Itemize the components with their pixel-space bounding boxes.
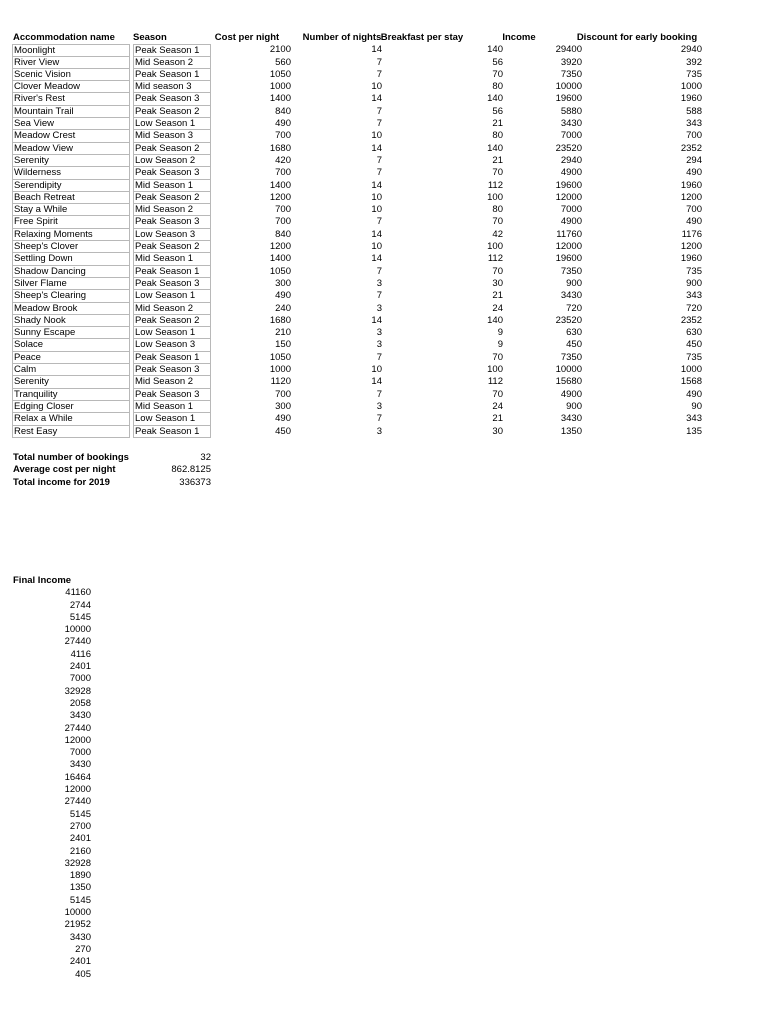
cell-income[interactable]: 11760	[556, 228, 582, 240]
cell-number-of-nights[interactable]: 7	[376, 351, 382, 363]
cell-season[interactable]: Peak Season 2	[133, 106, 211, 118]
cell-income[interactable]: 19600	[555, 93, 582, 105]
final-income-cell[interactable]: 2401	[69, 661, 91, 673]
cell-number-of-nights[interactable]: 3	[376, 302, 382, 314]
cell-accommodation-name[interactable]: Silver Flame	[12, 278, 130, 290]
cell-cost-per-night[interactable]: 1120	[270, 376, 291, 388]
cell-discount[interactable]: 588	[686, 105, 702, 117]
final-income-cell[interactable]: 5145	[69, 894, 91, 906]
cell-income[interactable]: 23520	[555, 142, 582, 154]
cell-breakfast-per-stay[interactable]: 24	[492, 302, 503, 314]
cell-discount[interactable]: 700	[686, 130, 702, 142]
cell-cost-per-night[interactable]: 150	[275, 339, 291, 351]
final-income-column	[13, 575, 91, 981]
cell-number-of-nights[interactable]: 7	[376, 68, 382, 80]
cell-accommodation-name[interactable]: River's Rest	[12, 93, 130, 105]
cell-income[interactable]: 29400	[555, 44, 582, 56]
cell-number-of-nights[interactable]: 14	[371, 376, 382, 388]
cell-discount[interactable]: 1568	[680, 376, 702, 388]
final-income-cell[interactable]: 3430	[69, 759, 91, 771]
cell-breakfast-per-stay[interactable]: 140	[487, 93, 503, 105]
cell-breakfast-per-stay[interactable]: 21	[492, 118, 503, 130]
cell-accommodation-name[interactable]: Settling Down	[12, 253, 130, 265]
cell-number-of-nights[interactable]: 7	[376, 154, 382, 166]
cell-discount[interactable]: 450	[686, 339, 702, 351]
header-cost-per-night[interactable]: Cost per night	[214, 32, 280, 43]
final-income-cell[interactable]: 27440	[64, 636, 91, 648]
cell-cost-per-night[interactable]: 300	[275, 400, 291, 412]
final-income-cell[interactable]: 2744	[69, 599, 91, 611]
cell-number-of-nights[interactable]: 10	[371, 81, 382, 93]
cell-discount[interactable]: 735	[686, 351, 702, 363]
cell-income[interactable]: 7350	[560, 68, 582, 80]
cell-breakfast-per-stay[interactable]: 112	[487, 179, 503, 191]
cell-income[interactable]: 900	[566, 400, 582, 412]
cell-discount[interactable]: 294	[686, 154, 702, 166]
cell-breakfast-per-stay[interactable]: 100	[487, 364, 503, 376]
cell-breakfast-per-stay[interactable]: 42	[492, 228, 503, 240]
cell-discount[interactable]: 2940	[680, 44, 702, 56]
cell-accommodation-name[interactable]: Meadow Crest	[12, 130, 130, 142]
cell-breakfast-per-stay[interactable]: 80	[492, 204, 503, 216]
cell-cost-per-night[interactable]: 1000	[269, 81, 291, 93]
cell-cost-per-night[interactable]: 1000	[269, 364, 291, 376]
cell-season[interactable]: Mid season 3	[133, 81, 211, 93]
cell-season[interactable]: Peak Season 2	[133, 241, 211, 253]
cell-number-of-nights[interactable]: 7	[376, 216, 382, 228]
final-income-cell[interactable]: 32928	[64, 685, 91, 697]
cell-income[interactable]: 23520	[555, 314, 582, 326]
cell-discount[interactable]: 343	[686, 413, 702, 425]
final-income-cell[interactable]: 7000	[69, 747, 91, 759]
cell-breakfast-per-stay[interactable]: 70	[492, 265, 503, 277]
cell-accommodation-name[interactable]: Scenic Vision	[12, 69, 130, 81]
cell-breakfast-per-stay[interactable]: 56	[492, 56, 503, 68]
final-income-cell[interactable]: 3430	[69, 931, 91, 943]
cell-breakfast-per-stay[interactable]: 21	[492, 413, 503, 425]
cell-income[interactable]: 7000	[560, 204, 582, 216]
cell-season[interactable]: Mid Season 3	[133, 130, 211, 142]
cell-income[interactable]: 7000	[560, 130, 582, 142]
final-income-cell[interactable]: 10000	[64, 907, 91, 919]
cell-breakfast-per-stay[interactable]: 30	[492, 425, 503, 437]
header-number-of-nights[interactable]: Number of nights	[302, 32, 382, 43]
cell-accommodation-name[interactable]: Clover Meadow	[12, 81, 130, 93]
cell-cost-per-night[interactable]: 1050	[269, 265, 291, 277]
final-income-cell[interactable]: 2401	[69, 833, 91, 845]
cell-season[interactable]: Mid Season 1	[133, 401, 211, 413]
cell-season[interactable]: Mid Season 2	[133, 57, 211, 69]
cell-discount[interactable]: 343	[686, 290, 702, 302]
cell-income[interactable]: 10000	[555, 364, 582, 376]
cell-discount[interactable]: 2352	[680, 142, 702, 154]
cell-accommodation-name[interactable]: Sheep's Clover	[12, 241, 130, 253]
cell-cost-per-night[interactable]: 700	[275, 216, 291, 228]
cell-accommodation-name[interactable]: Sunny Escape	[12, 327, 130, 339]
cell-accommodation-name[interactable]: Rest Easy	[12, 426, 130, 438]
cell-discount[interactable]: 1000	[680, 81, 702, 93]
cell-accommodation-name[interactable]: Peace	[12, 352, 130, 364]
cell-discount[interactable]: 1960	[680, 93, 702, 105]
cell-season[interactable]: Peak Season 2	[133, 143, 211, 155]
header-discount-early-booking[interactable]: Discount for early booking	[576, 32, 698, 43]
cell-cost-per-night[interactable]: 700	[275, 204, 291, 216]
final-income-cell[interactable]: 3430	[69, 710, 91, 722]
final-income-cell[interactable]: 21952	[64, 919, 91, 931]
cell-season[interactable]: Mid Season 2	[133, 204, 211, 216]
cell-number-of-nights[interactable]: 14	[371, 253, 382, 265]
cell-cost-per-night[interactable]: 700	[275, 167, 291, 179]
cell-discount[interactable]: 1960	[680, 253, 702, 265]
cell-income[interactable]: 7350	[560, 265, 582, 277]
cell-income[interactable]: 450	[566, 339, 582, 351]
cell-income[interactable]: 3430	[560, 118, 582, 130]
cell-accommodation-name[interactable]: Meadow View	[12, 143, 130, 155]
cell-cost-per-night[interactable]: 840	[275, 228, 291, 240]
cell-number-of-nights[interactable]: 10	[371, 130, 382, 142]
cell-cost-per-night[interactable]: 1200	[269, 241, 291, 253]
cell-cost-per-night[interactable]: 1680	[269, 142, 291, 154]
cell-cost-per-night[interactable]: 840	[275, 105, 291, 117]
cell-number-of-nights[interactable]: 7	[376, 265, 382, 277]
cell-discount[interactable]: 2352	[680, 314, 702, 326]
final-income-cell[interactable]: 12000	[64, 734, 91, 746]
cell-accommodation-name[interactable]: Relax a While	[12, 413, 130, 425]
cell-breakfast-per-stay[interactable]: 70	[492, 388, 503, 400]
summary-value[interactable]: 336373	[179, 476, 211, 488]
cell-number-of-nights[interactable]: 14	[371, 314, 382, 326]
cell-income[interactable]: 720	[566, 302, 582, 314]
summary-label[interactable]: Total number of bookings	[13, 452, 129, 463]
cell-season[interactable]: Low Season 1	[133, 290, 211, 302]
cell-cost-per-night[interactable]: 1680	[269, 314, 291, 326]
final-income-cell[interactable]: 27440	[64, 796, 91, 808]
cell-season[interactable]: Mid Season 2	[133, 303, 211, 315]
cell-discount[interactable]: 1960	[680, 179, 702, 191]
cell-income[interactable]: 2940	[560, 154, 582, 166]
cell-income[interactable]: 4900	[560, 216, 582, 228]
final-income-cell[interactable]: 5145	[69, 611, 91, 623]
cell-cost-per-night[interactable]: 1050	[269, 351, 291, 363]
cell-breakfast-per-stay[interactable]: 21	[492, 154, 503, 166]
cell-cost-per-night[interactable]: 1400	[269, 93, 291, 105]
final-income-cell[interactable]: 405	[75, 968, 91, 980]
cell-cost-per-night[interactable]: 1050	[269, 68, 291, 80]
cell-cost-per-night[interactable]: 420	[275, 154, 291, 166]
cell-income[interactable]: 10000	[555, 81, 582, 93]
cell-breakfast-per-stay[interactable]: 100	[487, 191, 503, 203]
cell-cost-per-night[interactable]: 490	[275, 413, 291, 425]
cell-season[interactable]: Peak Season 2	[133, 315, 211, 327]
final-income-cell[interactable]: 2160	[69, 845, 91, 857]
cell-season[interactable]: Peak Season 3	[133, 364, 211, 376]
cell-discount[interactable]: 490	[686, 167, 702, 179]
cell-season[interactable]: Mid Season 1	[133, 253, 211, 265]
cell-number-of-nights[interactable]: 7	[376, 105, 382, 117]
cell-breakfast-per-stay[interactable]: 21	[492, 290, 503, 302]
cell-accommodation-name[interactable]: Mountain Trail	[12, 106, 130, 118]
cell-breakfast-per-stay[interactable]: 140	[487, 314, 503, 326]
cell-income[interactable]: 3430	[560, 290, 582, 302]
cell-number-of-nights[interactable]: 7	[376, 388, 382, 400]
final-income-cell[interactable]: 2700	[69, 820, 91, 832]
cell-season[interactable]: Low Season 1	[133, 327, 211, 339]
cell-income[interactable]: 12000	[555, 191, 582, 203]
cell-number-of-nights[interactable]: 3	[376, 327, 382, 339]
cell-discount[interactable]: 490	[686, 388, 702, 400]
cell-number-of-nights[interactable]: 10	[371, 241, 382, 253]
summary-label[interactable]: Average cost per night	[13, 464, 116, 476]
cell-cost-per-night[interactable]: 1400	[269, 179, 291, 191]
cell-accommodation-name[interactable]: Sea View	[12, 118, 130, 130]
header-season[interactable]: Season	[133, 32, 167, 43]
cell-accommodation-name[interactable]: Wilderness	[12, 167, 130, 179]
cell-income[interactable]: 19600	[555, 179, 582, 191]
cell-discount[interactable]: 900	[686, 277, 702, 289]
cell-income[interactable]: 19600	[555, 253, 582, 265]
cell-discount[interactable]: 343	[686, 118, 702, 130]
cell-discount[interactable]: 1000	[680, 364, 702, 376]
cell-number-of-nights[interactable]: 10	[371, 191, 382, 203]
summary-value[interactable]: 32	[200, 452, 211, 463]
cell-accommodation-name[interactable]: Free Spirit	[12, 216, 130, 228]
cell-breakfast-per-stay[interactable]: 56	[492, 105, 503, 117]
final-income-cell[interactable]: 2058	[69, 697, 91, 709]
cell-breakfast-per-stay[interactable]: 30	[492, 277, 503, 289]
cell-income[interactable]: 15680	[555, 376, 582, 388]
cell-cost-per-night[interactable]: 490	[275, 290, 291, 302]
cell-number-of-nights[interactable]: 14	[371, 93, 382, 105]
final-income-cell[interactable]: 270	[75, 943, 91, 955]
summary-label[interactable]: Total income for 2019	[13, 476, 110, 488]
cell-number-of-nights[interactable]: 7	[376, 290, 382, 302]
cell-breakfast-per-stay[interactable]: 70	[492, 351, 503, 363]
cell-number-of-nights[interactable]: 10	[371, 204, 382, 216]
cell-cost-per-night[interactable]: 700	[275, 130, 291, 142]
cell-number-of-nights[interactable]: 7	[376, 167, 382, 179]
final-income-cell[interactable]: 10000	[64, 624, 91, 636]
cell-breakfast-per-stay[interactable]: 24	[492, 400, 503, 412]
cell-discount[interactable]: 490	[686, 216, 702, 228]
cell-season[interactable]: Low Season 1	[133, 413, 211, 425]
cell-accommodation-name[interactable]: Serenity	[12, 376, 130, 388]
header-income[interactable]: Income	[502, 32, 536, 43]
final-income-cell[interactable]: 32928	[64, 857, 91, 869]
final-income-cell[interactable]: 4116	[70, 648, 91, 660]
cell-number-of-nights[interactable]: 7	[376, 413, 382, 425]
cell-season[interactable]: Mid Season 1	[133, 180, 211, 192]
cell-cost-per-night[interactable]: 560	[275, 56, 291, 68]
cell-season[interactable]: Peak Season 1	[133, 69, 211, 81]
cell-cost-per-night[interactable]: 450	[275, 425, 291, 437]
cell-number-of-nights[interactable]: 14	[371, 179, 382, 191]
final-income-cell[interactable]: 1890	[69, 870, 91, 882]
cell-discount[interactable]: 1176	[681, 228, 702, 240]
cell-accommodation-name[interactable]: Shadow Dancing	[12, 266, 130, 278]
cell-income[interactable]: 5880	[560, 105, 582, 117]
cell-income[interactable]: 12000	[555, 241, 582, 253]
cell-season[interactable]: Low Season 3	[133, 229, 211, 241]
cell-number-of-nights[interactable]: 14	[371, 142, 382, 154]
cell-breakfast-per-stay[interactable]: 140	[487, 44, 503, 56]
cell-discount[interactable]: 735	[686, 265, 702, 277]
cell-accommodation-name[interactable]: Calm	[12, 364, 130, 376]
cell-number-of-nights[interactable]: 7	[376, 56, 382, 68]
cell-breakfast-per-stay[interactable]: 9	[497, 327, 503, 339]
cell-discount[interactable]: 720	[686, 302, 702, 314]
cell-accommodation-name[interactable]: Stay a While	[12, 204, 130, 216]
cell-cost-per-night[interactable]: 2100	[269, 44, 291, 56]
header-breakfast-per-stay[interactable]: Breakfast per stay	[380, 32, 464, 43]
cell-accommodation-name[interactable]: Shady Nook	[12, 315, 130, 327]
cell-income[interactable]: 4900	[560, 167, 582, 179]
cell-breakfast-per-stay[interactable]: 80	[492, 81, 503, 93]
cell-accommodation-name[interactable]: Moonlight	[12, 44, 130, 56]
final-income-cell[interactable]: 41160	[65, 587, 91, 599]
cell-season[interactable]: Peak Season 1	[133, 352, 211, 364]
cell-season[interactable]: Peak Season 2	[133, 192, 211, 204]
header-accommodation-name[interactable]: Accommodation name	[13, 32, 115, 43]
cell-cost-per-night[interactable]: 210	[275, 327, 291, 339]
cell-cost-per-night[interactable]: 700	[275, 388, 291, 400]
cell-season[interactable]: Peak Season 1	[133, 266, 211, 278]
cell-discount[interactable]: 1200	[680, 241, 702, 253]
cell-income[interactable]: 3430	[560, 413, 582, 425]
cell-breakfast-per-stay[interactable]: 70	[492, 216, 503, 228]
cell-number-of-nights[interactable]: 3	[376, 277, 382, 289]
cell-breakfast-per-stay[interactable]: 100	[487, 241, 503, 253]
cell-accommodation-name[interactable]: Serenity	[12, 155, 130, 167]
final-income-cell[interactable]: 12000	[64, 784, 91, 796]
cell-accommodation-name[interactable]: Relaxing Moments	[12, 229, 130, 241]
cell-breakfast-per-stay[interactable]: 112	[487, 376, 503, 388]
cell-income[interactable]: 3920	[560, 56, 582, 68]
cell-income[interactable]: 1350	[560, 425, 582, 437]
final-income-cell[interactable]: 5145	[69, 808, 91, 820]
cell-discount[interactable]: 630	[686, 327, 702, 339]
cell-season[interactable]: Low Season 3	[133, 339, 211, 351]
cell-breakfast-per-stay[interactable]: 80	[492, 130, 503, 142]
cell-cost-per-night[interactable]: 240	[275, 302, 291, 314]
cell-discount[interactable]: 90	[691, 400, 702, 412]
cell-breakfast-per-stay[interactable]: 9	[497, 339, 503, 351]
cell-season[interactable]: Peak Season 1	[133, 44, 211, 56]
cell-accommodation-name[interactable]: Beach Retreat	[12, 192, 130, 204]
cell-breakfast-per-stay[interactable]: 70	[492, 167, 503, 179]
cell-accommodation-name[interactable]: Serendipity	[12, 180, 130, 192]
cell-accommodation-name[interactable]: Solace	[12, 339, 130, 351]
cell-discount[interactable]: 392	[686, 56, 702, 68]
cell-cost-per-night[interactable]: 1400	[269, 253, 291, 265]
final-income-cell[interactable]: 1350	[69, 882, 91, 894]
cell-number-of-nights[interactable]: 3	[376, 425, 382, 437]
cell-number-of-nights[interactable]: 10	[371, 364, 382, 376]
cell-discount[interactable]: 135	[686, 425, 702, 437]
cell-breakfast-per-stay[interactable]: 70	[492, 68, 503, 80]
cell-number-of-nights[interactable]: 3	[376, 400, 382, 412]
cell-season[interactable]: Peak Season 3	[133, 216, 211, 228]
cell-income[interactable]: 7350	[560, 351, 582, 363]
cell-accommodation-name[interactable]: Sheep's Clearing	[12, 290, 130, 302]
cell-season[interactable]: Peak Season 3	[133, 278, 211, 290]
cell-discount[interactable]: 700	[686, 204, 702, 216]
final-income-cell[interactable]: 7000	[69, 673, 91, 685]
cell-breakfast-per-stay[interactable]: 112	[487, 253, 503, 265]
final-income-cell[interactable]: 2401	[69, 956, 91, 968]
cell-income[interactable]: 900	[566, 277, 582, 289]
cell-season[interactable]: Peak Season 3	[133, 167, 211, 179]
cell-number-of-nights[interactable]: 14	[371, 228, 382, 240]
cell-breakfast-per-stay[interactable]: 140	[487, 142, 503, 154]
cell-accommodation-name[interactable]: Tranquility	[12, 389, 130, 401]
cell-season[interactable]: Peak Season 3	[133, 93, 211, 105]
cell-number-of-nights[interactable]: 3	[376, 339, 382, 351]
cell-discount[interactable]: 1200	[680, 191, 702, 203]
final-income-header[interactable]: Final Income	[13, 575, 72, 586]
cell-accommodation-name[interactable]: Edging Closer	[12, 401, 130, 413]
final-income-cell[interactable]: 16464	[64, 771, 91, 783]
cell-accommodation-name[interactable]: Meadow Brook	[12, 303, 130, 315]
cell-season[interactable]: Peak Season 1	[133, 426, 211, 438]
cell-season[interactable]: Peak Season 3	[133, 389, 211, 401]
cell-number-of-nights[interactable]: 7	[376, 118, 382, 130]
cell-cost-per-night[interactable]: 490	[275, 118, 291, 130]
cell-income[interactable]: 630	[566, 327, 582, 339]
cell-cost-per-night[interactable]: 1200	[269, 191, 291, 203]
cell-discount[interactable]: 735	[686, 68, 702, 80]
cell-accommodation-name[interactable]: River View	[12, 57, 130, 69]
cell-season[interactable]: Low Season 1	[133, 118, 211, 130]
final-income-list	[13, 587, 91, 981]
cell-number-of-nights[interactable]: 14	[371, 44, 382, 56]
summary-value[interactable]: 862.8125	[171, 464, 211, 476]
final-income-cell[interactable]: 27440	[64, 722, 91, 734]
cell-season[interactable]: Low Season 2	[133, 155, 211, 167]
cell-income[interactable]: 4900	[560, 388, 582, 400]
cell-cost-per-night[interactable]: 300	[275, 277, 291, 289]
cell-season[interactable]: Mid Season 2	[133, 376, 211, 388]
